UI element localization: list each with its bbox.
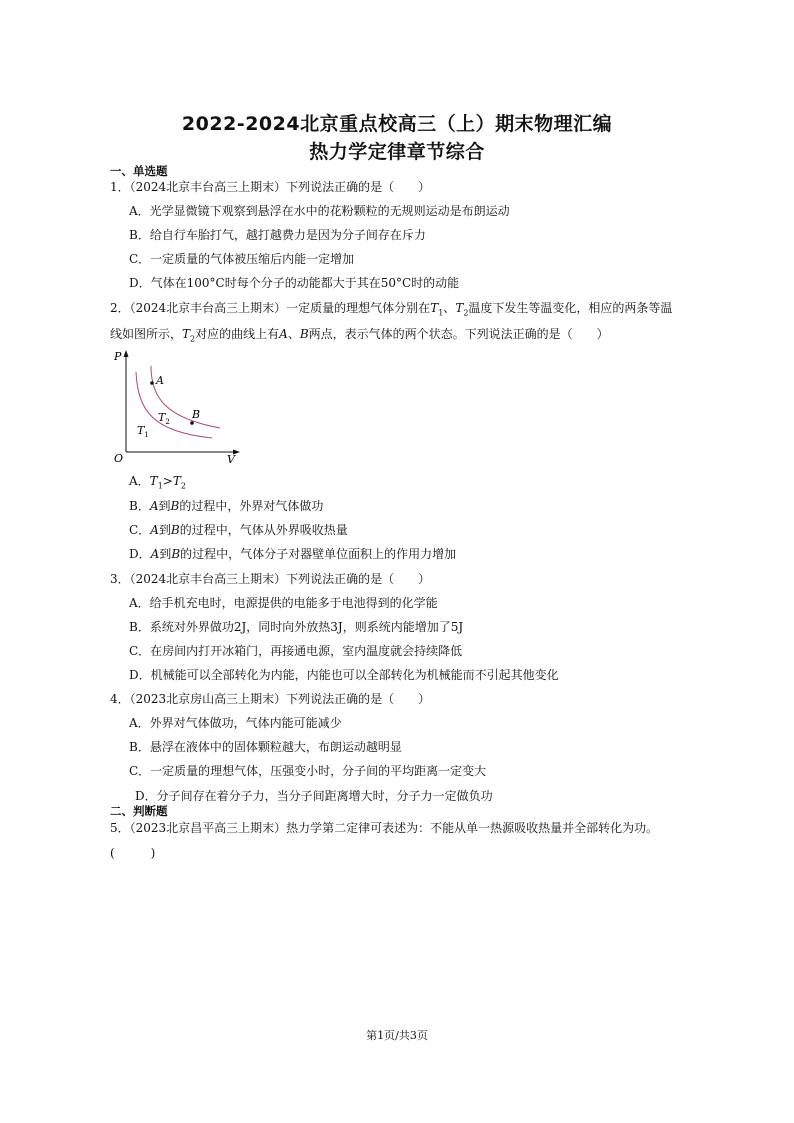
p-axis-arrow-icon — [124, 350, 129, 357]
question-5-answer-blank[interactable]: ( ) — [110, 846, 156, 860]
question-2-option-d: D．A到B的过程中，气体分子对器壁单位面积上的作用力增加 — [129, 547, 457, 561]
document-subtitle: 热力学定律章节综合 — [309, 141, 485, 163]
question-1-option-d: D．气体在100°C时每个分子的动能都大于其在50°C时的动能 — [129, 276, 460, 290]
point-b-label: B — [192, 408, 201, 421]
origin-label: O — [114, 452, 124, 464]
page-footer: 第1页/共3页 — [366, 1029, 428, 1042]
question-4-option-b: B．悬浮在液体中的固体颗粒越大，布朗运动越明显 — [129, 740, 402, 754]
v-axis-label: V — [227, 453, 235, 464]
p-axis-label: P — [114, 350, 122, 363]
question-3-option-d: D．机械能可以全部转化为内能，内能也可以全部转化为机械能而不引起其他变化 — [129, 668, 559, 682]
question-1-stem: 1．（2024北京丰台高三上期末）下列说法正确的是（ ） — [110, 180, 431, 194]
isotherm-graph — [108, 346, 248, 464]
isotherm-t1-curve — [136, 372, 212, 438]
point-a-label: A — [156, 374, 164, 387]
question-3-option-c: C．在房间内打开冰箱门，再接通电源，室内温度就会持续降低 — [129, 644, 463, 658]
section-judgment: 二、判断题 — [110, 804, 168, 818]
question-3-option-b: B．系统对外界做功2J，同时向外放热3J，则系统内能增加了5J — [129, 620, 464, 634]
t2-curve-label: $T_2$ — [158, 411, 170, 426]
question-4-option-c: C．一定质量的理想气体，压强变小时，分子间的平均距离一定变大 — [129, 764, 487, 778]
question-1-option-a: A．光学显微镜下观察到悬浮在水中的花粉颗粒的无规则运动是布朗运动 — [129, 204, 510, 218]
question-2-option-b: B．A到B的过程中，外界对气体做功 — [129, 499, 324, 513]
question-1-option-c: C．一定质量的气体被压缩后内能一定增加 — [129, 252, 355, 266]
question-4-option-d: D．分子间存在着分子力，当分子间距离增大时，分子力一定做负功 — [135, 789, 493, 803]
document-title: 2022-2024北京重点校高三（上）期末物理汇编 — [181, 113, 613, 135]
question-1-option-b: B．给自行车胎打气，越打越费力是因为分子间存在斥力 — [129, 228, 426, 242]
question-4-stem: 4．（2023北京房山高三上期末）下列说法正确的是（ ） — [110, 692, 431, 706]
question-3-stem: 3．（2024北京丰台高三上期末）下列说法正确的是（ ） — [110, 572, 431, 586]
section-single-choice: 一、单选题 — [110, 164, 168, 178]
question-2-option-a: A．$T_1>T_2$ — [129, 474, 186, 491]
t1-curve-label: $T_1$ — [137, 424, 149, 439]
question-2-stem-line2: 线如图所示，$T_2$对应的曲线上有A、B两点，表示气体的两个状态。下列说法正确的是（ ） — [110, 327, 609, 344]
question-3-option-a: A．给手机充电时，电源提供的电能多于电池得到的化学能 — [129, 596, 438, 610]
question-2-stem-line1: 2．（2024北京丰台高三上期末）一定质量的理想气体分别在$T_1$、$T_2$温度下发生等温变化，相应的两条等温 — [110, 301, 673, 318]
question-4-option-a: A．外界对气体做功，气体内能可能减少 — [129, 716, 342, 730]
question-2-option-c: C．A到B的过程中，气体从外界吸收热量 — [129, 523, 348, 537]
point-a — [150, 381, 154, 385]
point-b — [190, 421, 194, 425]
question-5-stem: 5．（2023北京昌平高三上期末）热力学第二定律可表述为：不能从单一热源吸收热量并全部转化为功。 — [110, 821, 659, 835]
